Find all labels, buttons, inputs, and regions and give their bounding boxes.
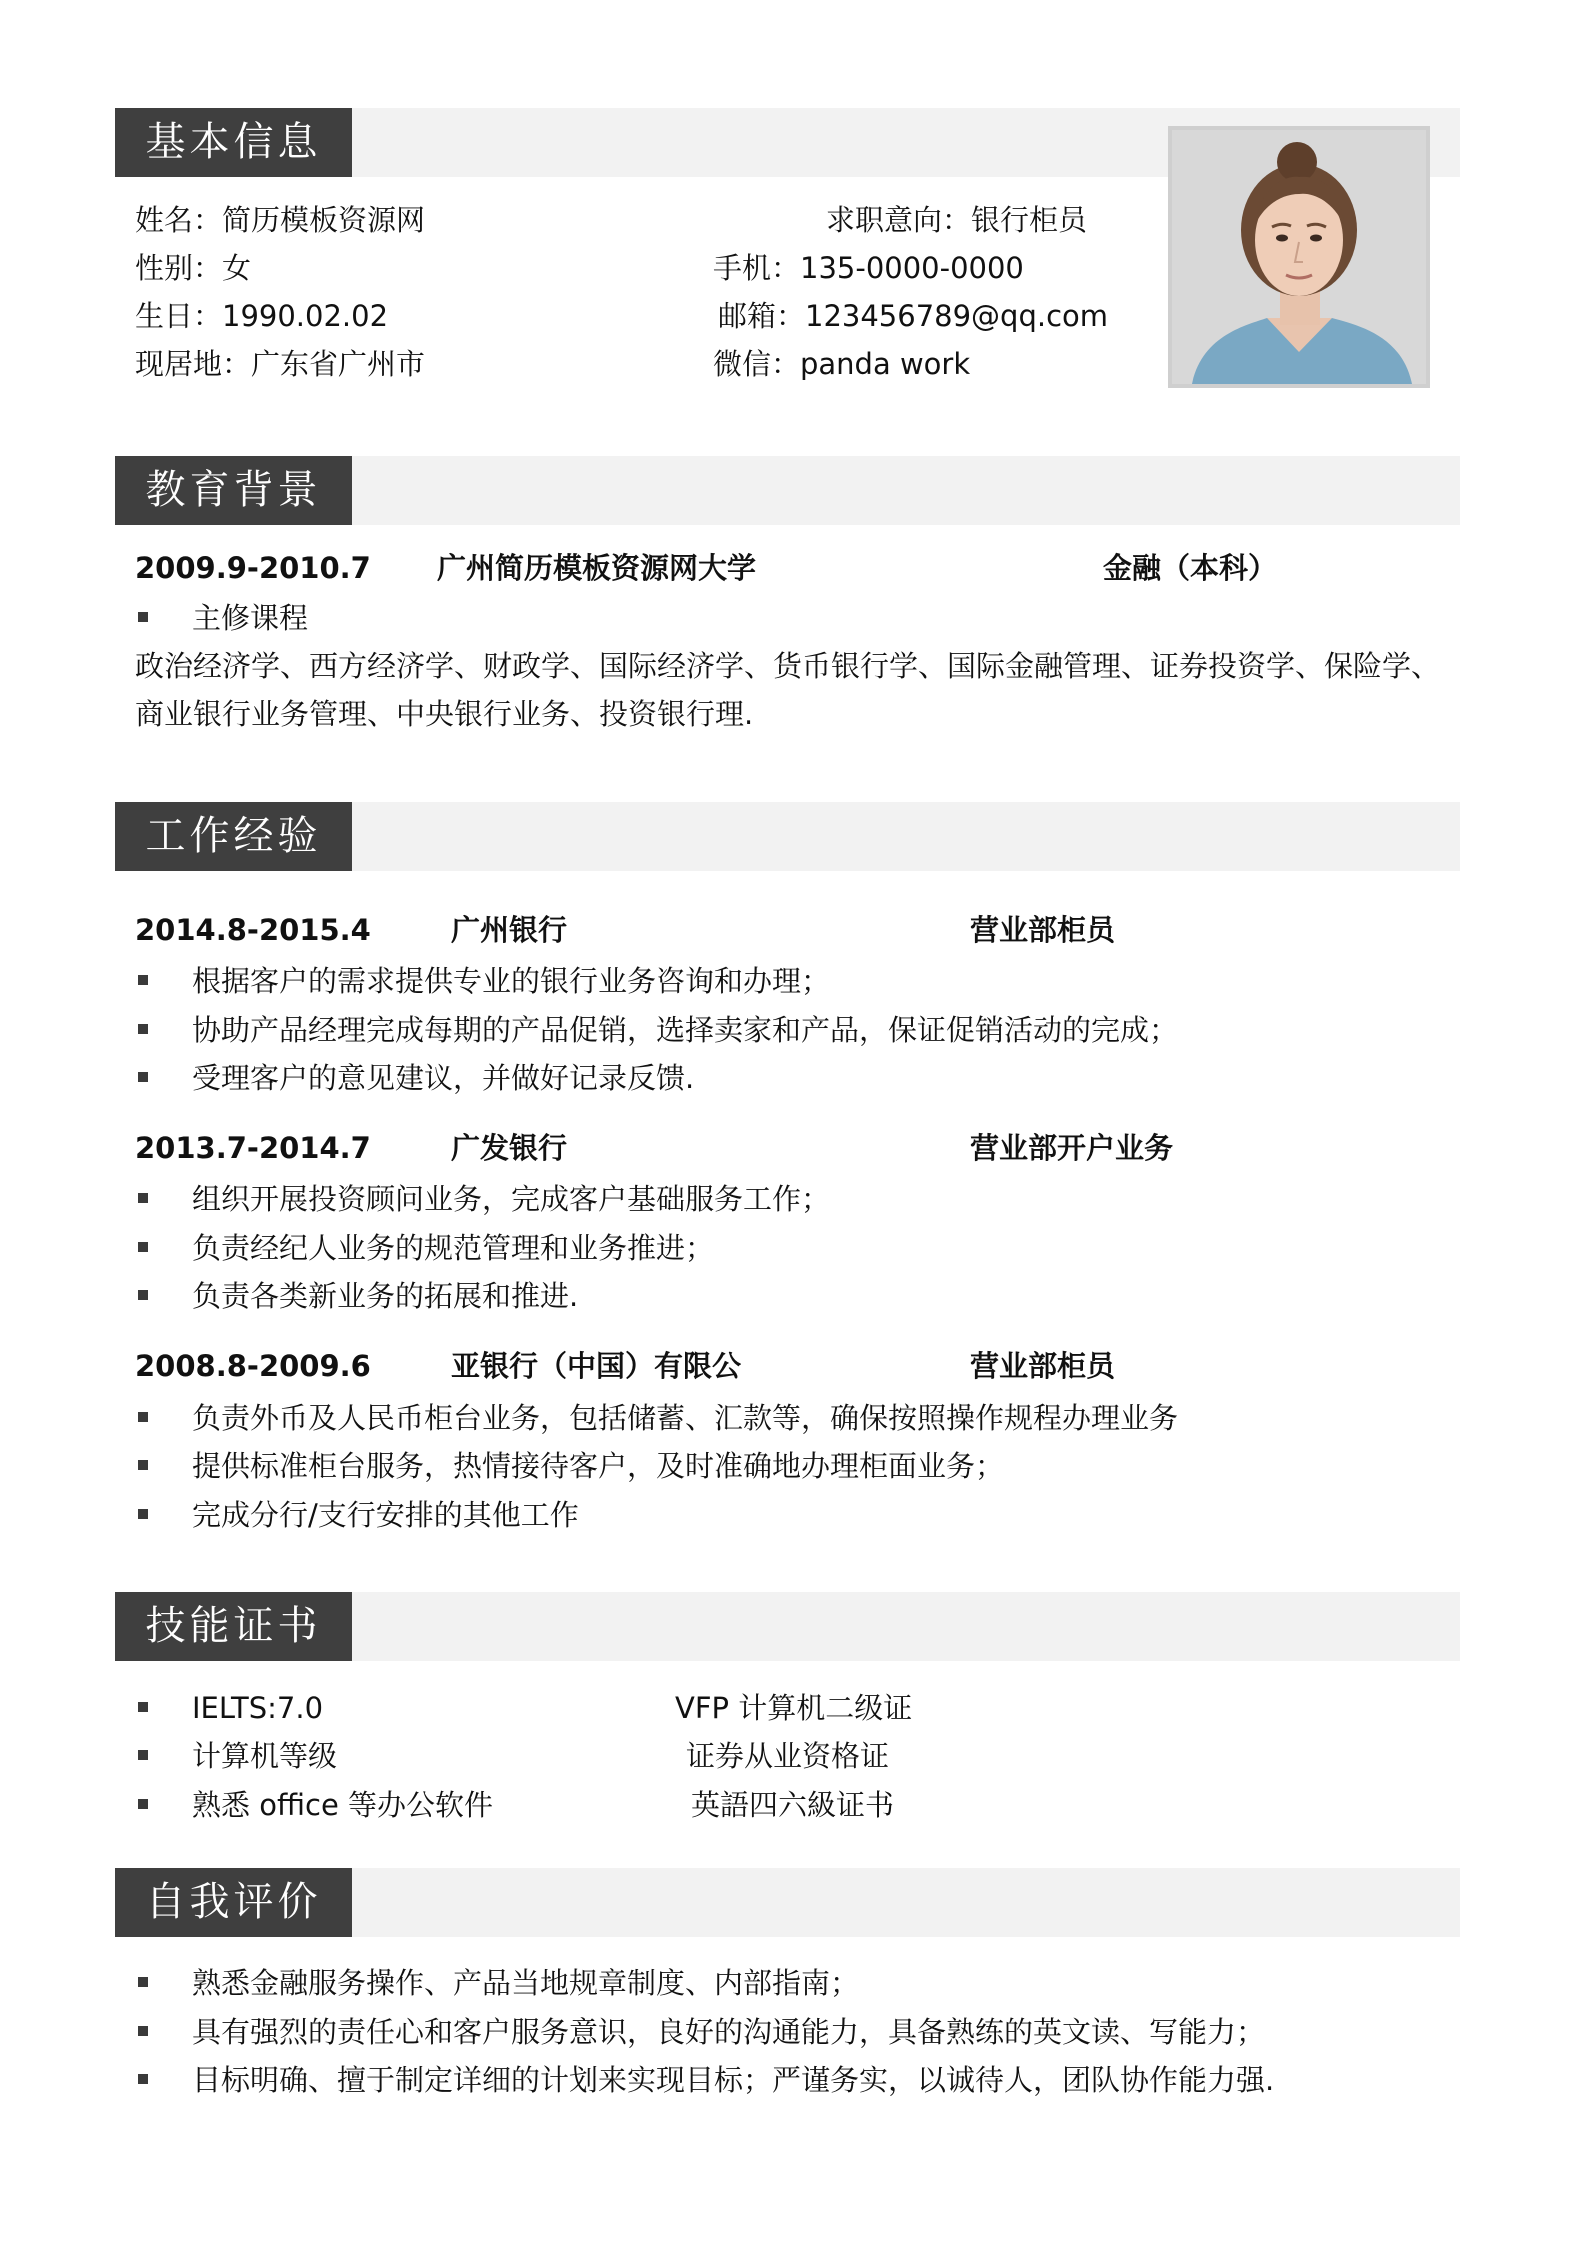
job-period: 2013.7-2014.7 <box>135 1131 371 1165</box>
self-evaluation-item: 具有强烈的责任心和客户服务意识，良好的沟通能力，具备熟练的英文读、写能力； <box>192 2015 1266 2049</box>
field-birthday: 生日：1990.02.02 <box>135 299 389 333</box>
job-duty: 受理客户的意见建议，并做好记录反馈. <box>192 1061 695 1095</box>
self-evaluation-item: 熟悉金融服务操作、产品当地规章制度、内部指南； <box>192 1966 860 2000</box>
field-objective: 求职意向：银行柜员 <box>826 203 1088 237</box>
square-bullet-icon <box>138 1460 148 1470</box>
section-heading-self: 自我评价 <box>115 1868 352 1937</box>
skill-item: 计算机等级 <box>192 1739 338 1773</box>
job-duty: 组织开展投资顾问业务，完成客户基础服务工作； <box>192 1182 831 1216</box>
self-evaluation-item: 目标明确、擅于制定详细的计划来实现目标；严谨务实，以诚待人，团队协作能力强. <box>192 2063 1275 2097</box>
profile-photo <box>1168 126 1430 388</box>
square-bullet-icon <box>138 1242 148 1252</box>
square-bullet-icon <box>138 1290 148 1300</box>
job-duty: 提供标准柜台服务，热情接待客户，及时准确地办理柜面业务； <box>192 1449 1005 1483</box>
skill-item: 熟悉 office 等办公软件 <box>192 1788 494 1822</box>
field-gender: 性别：女 <box>135 251 252 285</box>
square-bullet-icon <box>138 1977 148 1987</box>
square-bullet-icon <box>138 1412 148 1422</box>
square-bullet-icon <box>138 1072 148 1082</box>
field-email: 邮箱：123456789@qq.com <box>718 299 1109 333</box>
job-duty: 负责外币及人民币柜台业务，包括储蓄、汇款等，确保按照操作规程办理业务 <box>192 1401 1179 1435</box>
section-heading-basic: 基本信息 <box>115 108 352 177</box>
job-position: 营业部柜员 <box>970 913 1116 947</box>
job-duty: 根据客户的需求提供专业的银行业务咨询和办理； <box>192 964 831 998</box>
job-period: 2014.8-2015.4 <box>135 913 371 947</box>
courses-line-2: 商业银行业务管理、中央银行业务、投资银行理. <box>135 697 754 731</box>
job-company: 广州银行 <box>451 913 568 947</box>
square-bullet-icon <box>138 975 148 985</box>
square-bullet-icon <box>138 1509 148 1519</box>
skill-item: IELTS:7.0 <box>192 1691 324 1725</box>
courses-line-1: 政治经济学、西方经济学、财政学、国际经济学、货币银行学、国际金融管理、证券投资学、保险学、 <box>135 649 1441 683</box>
field-name: 姓名：简历模板资源网 <box>135 203 426 237</box>
education-period: 2009.9-2010.7 <box>135 551 371 585</box>
job-position: 营业部柜员 <box>970 1349 1116 1383</box>
field-wechat: 微信：panda work <box>713 347 971 381</box>
square-bullet-icon <box>138 1193 148 1203</box>
square-bullet-icon <box>138 1702 148 1712</box>
square-bullet-icon <box>138 2026 148 2036</box>
square-bullet-icon <box>138 1799 148 1809</box>
section-heading-education: 教育背景 <box>115 456 352 525</box>
section-heading-skills: 技能证书 <box>115 1592 352 1661</box>
job-position: 营业部开户业务 <box>970 1131 1174 1165</box>
square-bullet-icon <box>138 612 148 622</box>
job-company: 亚银行（中国）有限公 <box>451 1349 742 1383</box>
square-bullet-icon <box>138 1750 148 1760</box>
education-school: 广州简历模板资源网大学 <box>437 551 757 585</box>
job-duty: 负责各类新业务的拓展和推进. <box>192 1279 579 1313</box>
section-heading-work: 工作经验 <box>115 802 352 871</box>
field-residence: 现居地：广东省广州市 <box>135 347 426 381</box>
square-bullet-icon <box>138 1024 148 1034</box>
courses-label: 主修课程 <box>192 601 309 635</box>
education-major: 金融（本科） <box>1103 551 1278 585</box>
certificate-item: 英語四六級证书 <box>691 1788 895 1822</box>
job-duty: 完成分行/支行安排的其他工作 <box>192 1498 579 1532</box>
portrait-illustration <box>1172 130 1426 384</box>
job-company: 广发银行 <box>451 1131 568 1165</box>
job-duty: 负责经纪人业务的规范管理和业务推进； <box>192 1231 715 1265</box>
job-duty: 协助产品经理完成每期的产品促销，选择卖家和产品，保证促销活动的完成； <box>192 1013 1179 1047</box>
square-bullet-icon <box>138 2074 148 2084</box>
certificate-item: 证券从业资格证 <box>686 1739 890 1773</box>
field-phone: 手机：135-0000-0000 <box>713 251 1024 285</box>
job-period: 2008.8-2009.6 <box>135 1349 371 1383</box>
certificate-item: VFP 计算机二级证 <box>675 1691 913 1725</box>
